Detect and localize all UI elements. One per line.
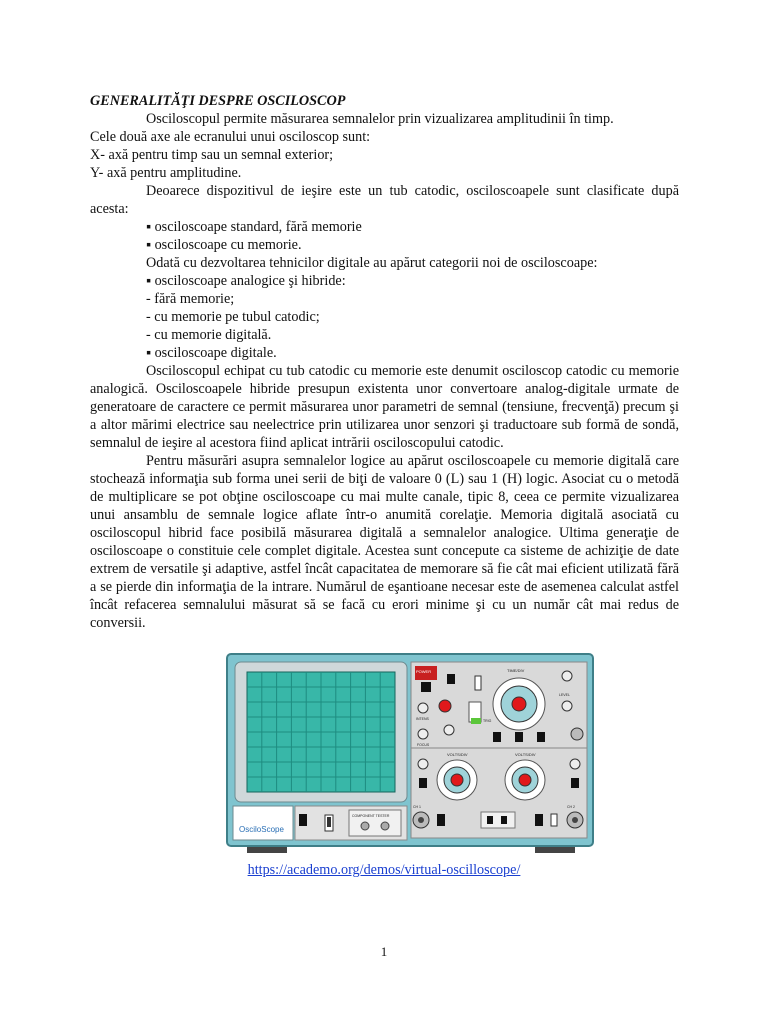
- power-label: POWER: [416, 669, 432, 674]
- power-button[interactable]: [421, 682, 431, 692]
- paragraph: ▪ osciloscoape cu memorie.: [146, 237, 302, 253]
- time-div-knob[interactable]: [512, 697, 526, 711]
- volts-div-knob-ch1[interactable]: [451, 774, 463, 786]
- time-div-label: TIME/DIV: [507, 668, 525, 673]
- paragraph: - cu memorie digitală.: [146, 327, 272, 343]
- level-label: LEVEL: [559, 693, 570, 697]
- figure-caption: [0, 862, 768, 879]
- source-link[interactable]: https://academo.org/demos/virtual-oscilloscope/: [247, 862, 521, 878]
- page-number: 1: [380, 944, 388, 959]
- paragraph-list: [90, 110, 679, 632]
- paragraph: Cele două axe ale ecranului unui osciloscop sunt:: [90, 129, 371, 145]
- paragraph: Osciloscopul permite măsurarea semnalelor prin vizualizarea amplitudinii în timp.: [146, 111, 614, 127]
- paragraph: ▪ osciloscoape analogice şi hibride:: [146, 273, 346, 289]
- trig-label: TRIG: [483, 719, 492, 723]
- focus-label: FOCUS: [417, 743, 430, 747]
- paragraph: - fără memorie;: [146, 291, 235, 307]
- oscilloscope-figure: [225, 652, 595, 857]
- paragraph: ▪ osciloscoape standard, fără memorie: [146, 219, 362, 235]
- ch2-label: CH 2: [567, 805, 575, 809]
- component-tester-label: COMPONENT TESTER: [352, 814, 390, 818]
- section-title: GENERALITĂŢI DESPRE OSCILOSCOP: [90, 93, 346, 109]
- ch1-label: CH 1: [413, 805, 421, 809]
- volts-div-knob-ch2[interactable]: [519, 774, 531, 786]
- paragraph: X- axă pentru timp sau un semnal exterior;: [90, 147, 334, 163]
- paragraph: ▪ osciloscoape digitale.: [146, 345, 277, 361]
- volts-div-label-2: VOLTS/DIV: [515, 752, 536, 757]
- body-text: [90, 92, 679, 632]
- position-knob[interactable]: [439, 700, 451, 712]
- volts-div-label-1: VOLTS/DIV: [447, 752, 468, 757]
- paragraph: Y- axă pentru amplitudine.: [90, 165, 242, 181]
- intens-label: INTENS: [416, 717, 429, 721]
- paragraph: Osciloscopul echipat cu tub catodic cu memorie este denumit osciloscop catodic cu memorie analogică. Osciloscoapele hibride presupun existenta unor convertoare analog-digitale urmate de generatoare de caractere ce permit măsurarea unor parametri de semnal (tensiune, frecvenţă) precum şi a altor mărimi electrice sau neelectrice prin utilizarea unor senzori şi traductoare sub formă de sondă, semnalul de ieşire al acestora fiind aplicat intrării osciloscopului catodic.: [90, 363, 679, 451]
- paragraph: Odată cu dezvoltarea tehnicilor digitale au apărut categorii noi de osciloscoape:: [146, 255, 598, 271]
- paragraph: Pentru măsurări asupra semnalelor logice au apărut osciloscoapele cu memorie digitală care stochează informaţia sub forma unei serii de biţi de valoare 0 (L) sau 1 (H) logic. Asociat cu o metodă de multiplicare se pot obţine osciloscoape cu mai multe canale, tipic 8, ceea ce permite vizualizarea unui ansamblu de semnale logice aflate într-o anumită corelaţie. Memoria digitală asociată cu osciloscopul hibrid face posibilă măsurarea digitală a semnalelor analogice. Ultima generaţie de osciloscoape o constituie cele complet digitale. Acestea sunt concepute ca sisteme de achiziţie de date extrem de versatile şi adaptive, astfel încât capacitatea de memorare să fie cât mai eficient utilizată fără a se pierde din informaţia de la intrare. Numărul de eşantioane necesar este de asemenea calculat astfel încât refacerea semnalului măsurat să se facă cu erori minime şi cu un număr cât mai redus de conversii.: [90, 453, 679, 631]
- paragraph: - cu memorie pe tubul catodic;: [146, 309, 320, 325]
- brand-label: OsciloScope: [239, 825, 284, 834]
- paragraph: Deoarece dispozitivul de ieşire este un tub catodic, osciloscoapele sunt clasificate după acesta:: [90, 183, 679, 217]
